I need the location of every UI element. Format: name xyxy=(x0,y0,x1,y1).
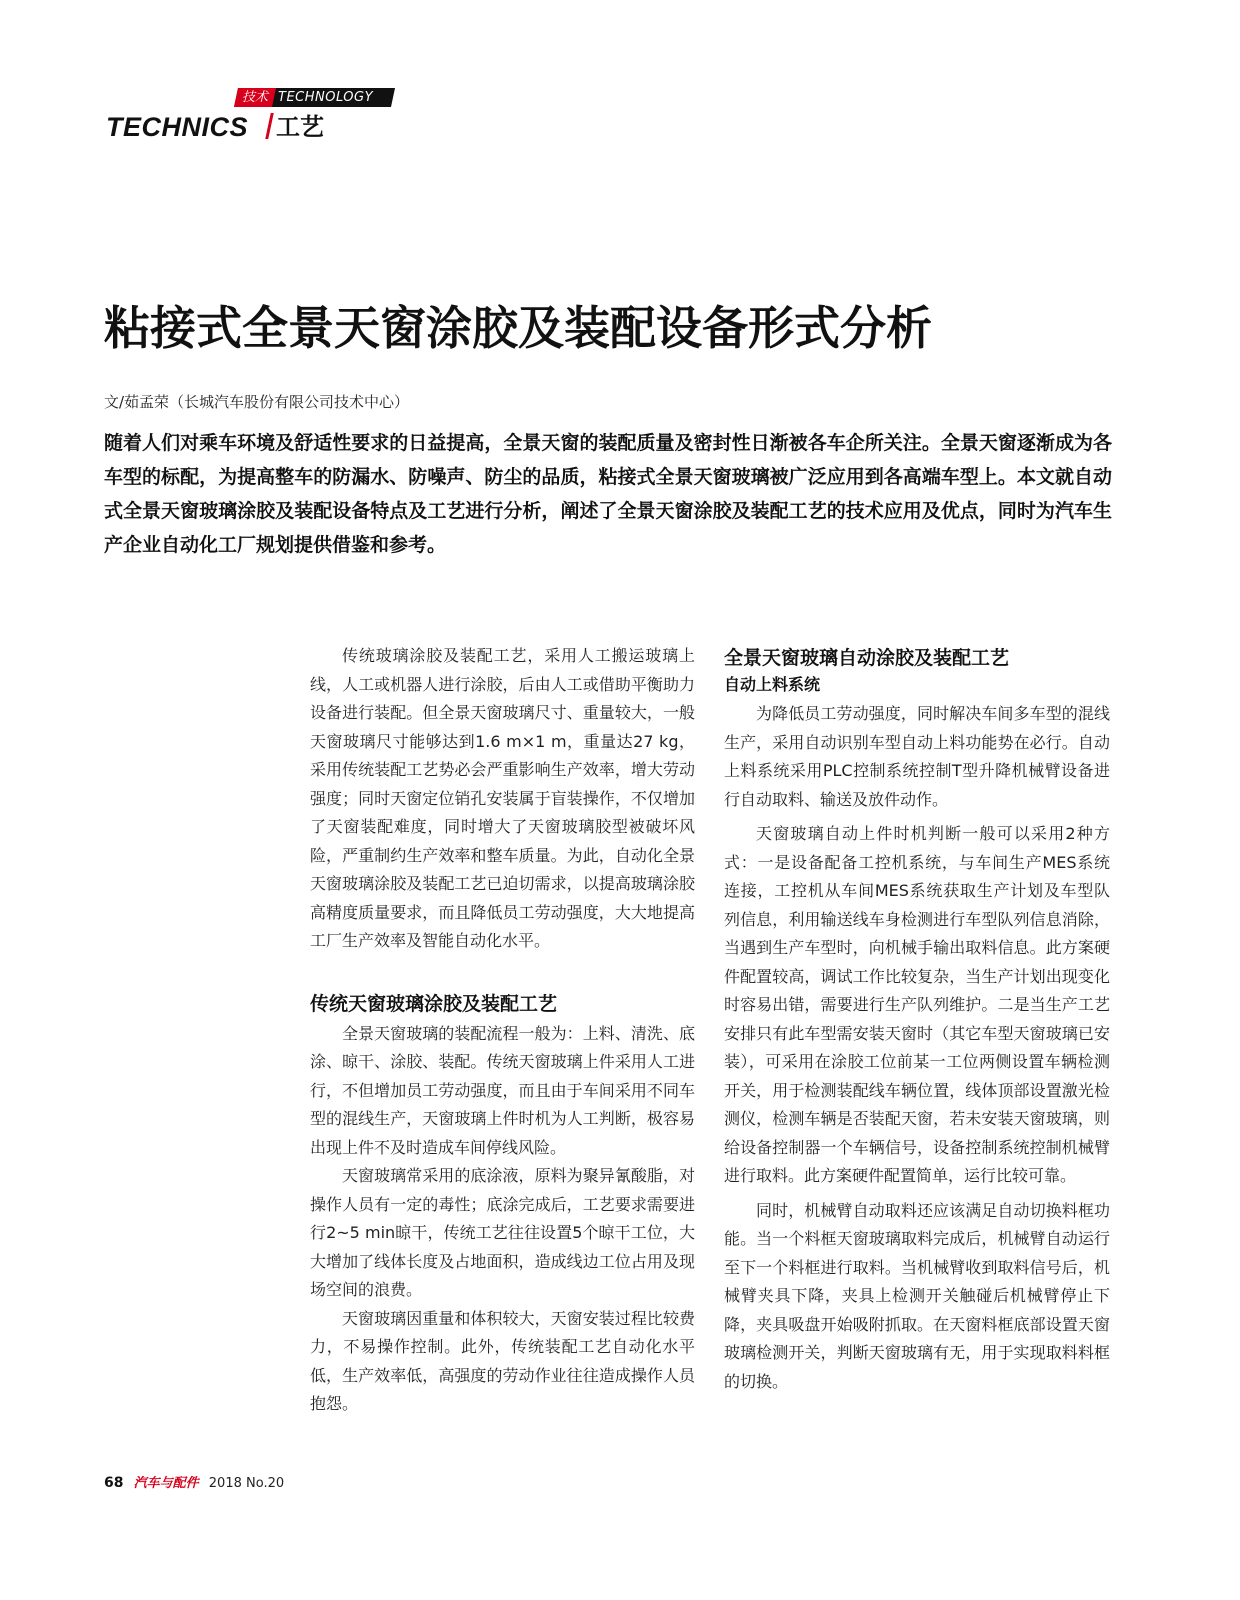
paragraph: 同时，机械臂自动取料还应该满足自动切换料框功能。当一个料框天窗玻璃取料完成后，机械臂自动运行至下一个料框进行取料。当机械臂收到取料信号后，机械臂夹具下降，夹具上检测开关触碰后机械臂停止下降，夹具吸盘开始吸附抓取。在天窗料框底部设置天窗玻璃检测开关，判断天窗玻璃有无，用于实现取料料框的切换。 xyxy=(724,1200,1110,1391)
paragraph: 全景天窗玻璃的装配流程一般为：上料、清洗、底涂、晾干、涂胶、装配。传统天窗玻璃上件采用人工进行，不但增加员工劳动强度，而且由于车间采用不同车型的混线生产，天窗玻璃上件时机为人工判断，极容易出现上件不及时造成车间停线风险。 xyxy=(310,1023,695,1157)
section-heading: 传统天窗玻璃涂胶及装配工艺 xyxy=(310,992,558,1015)
paragraph: 传统玻璃涂胶及装配工艺，采用人工搬运玻璃上线，人工或机器人进行涂胶，后由人工或借助平衡助力设备进行装配。但全景天窗玻璃尺寸、重量较大，一般天窗玻璃尺寸能够达到1.6 m×1 m，重量达27 kg，采用传统装配工艺势必会严重影响生产效率，增大劳动强度；同时天窗定位销孔安装属于盲装操作，不仅增加了天窗装配难度，同时增大了天窗玻璃胶型被破坏风险，严重制约生产效率和整车质量。为此，自动化全景天窗玻璃涂胶及装配工艺已迫切需求，以提高玻璃涂胶高精度质量要求，而且降低员工劳动强度，大大地提高工厂生产效率及智能自动化水平。 xyxy=(310,646,695,950)
section-tab-en: TECHNOLOGY xyxy=(278,90,374,105)
subsection-heading: 自动上料系统 xyxy=(724,675,821,694)
article-byline: 文/茹孟荣（长城汽车股份有限公司技术中心） xyxy=(104,393,410,411)
page-number: 68 xyxy=(104,1475,124,1491)
body-column-right xyxy=(724,642,1110,1396)
magazine-name: 汽车与配件 xyxy=(133,1476,199,1491)
paragraph: 为降低员工劳动强度，同时解决车间多车型的混线生产，采用自动识别车型自动上料功能势在必行。自动上料系统采用PLC控制系统控制T型升降机械臂设备进行自动取料、输送及放件动作。 xyxy=(724,704,1110,809)
paragraph: 天窗玻璃因重量和体积较大，天窗安装过程比较费力，不易操作控制。此外，传统装配工艺自动化水平低，生产效率低，高强度的劳动作业往往造成操作人员抱怨。 xyxy=(310,1308,695,1413)
article-abstract: 随着人们对乘车环境及舒适性要求的日益提高，全景天窗的装配质量及密封性日渐被各车企所关注。全景天窗逐渐成为各车型的标配，为提高整车的防漏水、防噪声、防尘的品质，粘接式全景天窗玻璃被广泛应用到各高端车型上。本文就自动式全景天窗玻璃涂胶及装配设备特点及工艺进行分析，阐述了全景天窗涂胶及装配工艺的技术应用及优点，同时为汽车生产企业自动化工厂规划提供借鉴和参考。 xyxy=(104,432,1112,556)
issue-number: 2018 No.20 xyxy=(208,1476,285,1491)
article-title: 粘接式全景天窗涂胶及装配设备形式分析 xyxy=(104,301,932,355)
section-tab-cn: 技术 xyxy=(241,90,268,105)
paragraph: 天窗玻璃常采用的底涂液，原料为聚异氰酸脂，对操作人员有一定的毒性；底涂完成后，工艺要求需要进行2~5 min晾干，传统工艺往往设置5个晾干工位，大大增加了线体长度及占地面积，造成线边工位占用及现场空间的浪费。 xyxy=(310,1166,695,1299)
page-footer xyxy=(104,1474,284,1493)
paragraph: 天窗玻璃自动上件时机判断一般可以采用2种方式：一是设备配备工控机系统，与车间生产MES系统连接，工控机从车间MES系统获取生产计划及车型队列信息，利用输送线车身检测进行车型队列信息消除，当遇到生产车型时，向机械手输出取料信息。此方案硬件配置较高，调试工作比较复杂，当生产计划出现变化时容易出错，需要进行生产队列维护。二是当生产工艺安排只有此车型需安装天窗时（其它车型天窗玻璃已安装），可采用在涂胶工位前某一工位两侧设置车辆检测开关，用于检测装配线车辆位置，线体顶部设置激光检测仪，检测车辆是否装配天窗，若未安装天窗玻璃，则给设备控制器一个车辆信号，设备控制系统控制机械臂进行取料。此方案硬件配置简单，运行比较可靠。 xyxy=(724,824,1110,1185)
section-brand-divider xyxy=(265,113,274,139)
section-heading: 全景天窗玻璃自动涂胶及装配工艺 xyxy=(724,647,1010,669)
body-column-left xyxy=(310,642,695,1419)
section-brand-cn: 工艺 xyxy=(276,113,324,141)
section-brand-en: TECHNICS xyxy=(106,112,249,142)
